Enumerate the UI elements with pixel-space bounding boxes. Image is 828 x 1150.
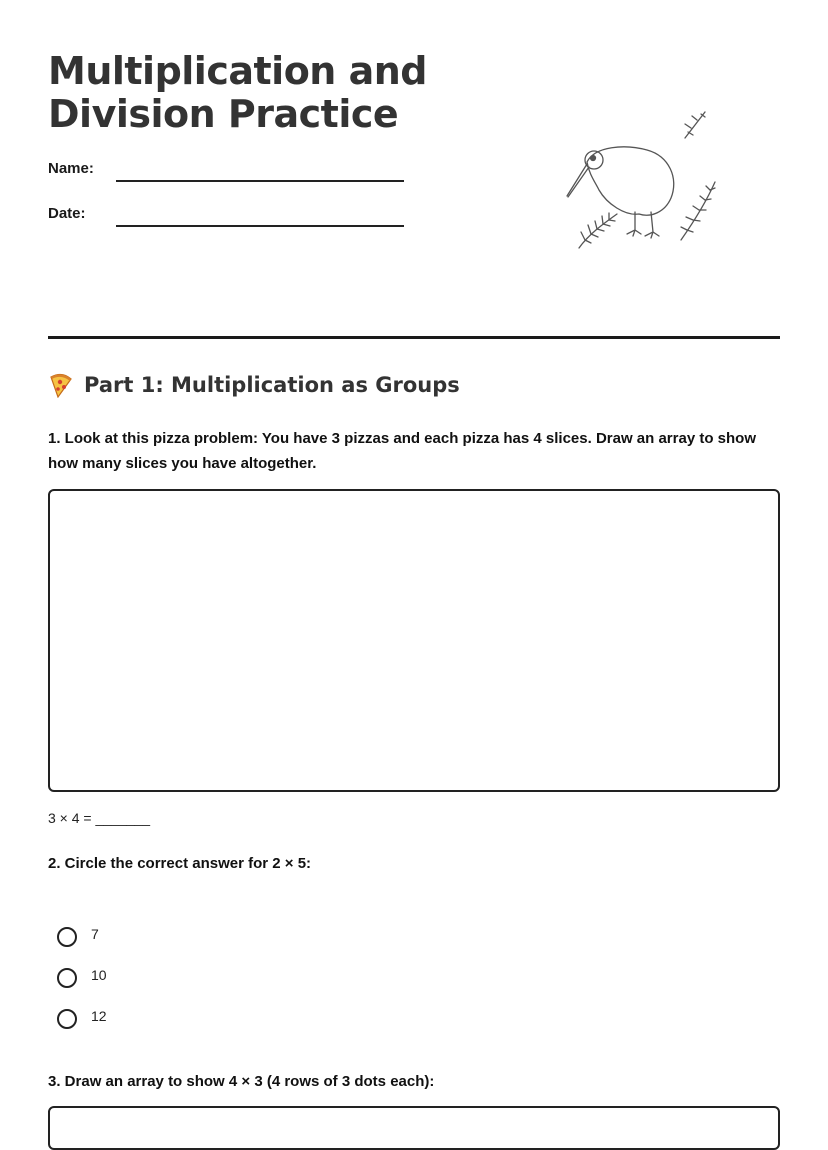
- date-label: Date:: [48, 205, 86, 222]
- section-divider: [48, 336, 780, 339]
- worksheet-title: [48, 50, 427, 136]
- radio-circle[interactable]: [57, 927, 77, 947]
- title-line-1: Multiplication and: [48, 49, 427, 93]
- date-field: [48, 205, 404, 227]
- radio-circle[interactable]: [57, 968, 77, 988]
- name-write-line[interactable]: [116, 160, 404, 182]
- question-2-option-b[interactable]: [57, 957, 107, 998]
- question-2-option-c[interactable]: [57, 998, 107, 1039]
- question-2-option-a[interactable]: [57, 916, 107, 957]
- option-label: 12: [91, 1007, 107, 1024]
- date-write-line[interactable]: [116, 205, 404, 227]
- question-1-answer-box[interactable]: [48, 489, 780, 792]
- name-label: Name:: [48, 160, 94, 177]
- radio-circle[interactable]: [57, 1009, 77, 1029]
- name-field: [48, 160, 404, 182]
- question-1-text: 1. Look at this pizza problem: You have 3 pizzas and each pizza has 4 slices. Draw an array to show how many slices you have altogether.: [48, 430, 756, 472]
- kiwi-bird-icon: [555, 100, 735, 260]
- question-3-text: 3. Draw an array to show 4 × 3 (4 rows of 3 dots each):: [48, 1073, 435, 1090]
- pizza-icon: [48, 372, 74, 398]
- title-line-2: Division Practice: [48, 92, 399, 136]
- question-2-text: 2. Circle the correct answer for 2 × 5:: [48, 855, 312, 872]
- section-heading-text: Part 1: Multiplication as Groups: [84, 373, 460, 397]
- question-2-options: [57, 916, 107, 1039]
- question-3-answer-box[interactable]: [48, 1106, 780, 1150]
- question-1-equation: 3 × 4 = _______: [48, 810, 150, 826]
- section-heading-part-1: [48, 372, 460, 398]
- option-label: 10: [91, 966, 107, 983]
- option-label: 7: [91, 925, 99, 942]
